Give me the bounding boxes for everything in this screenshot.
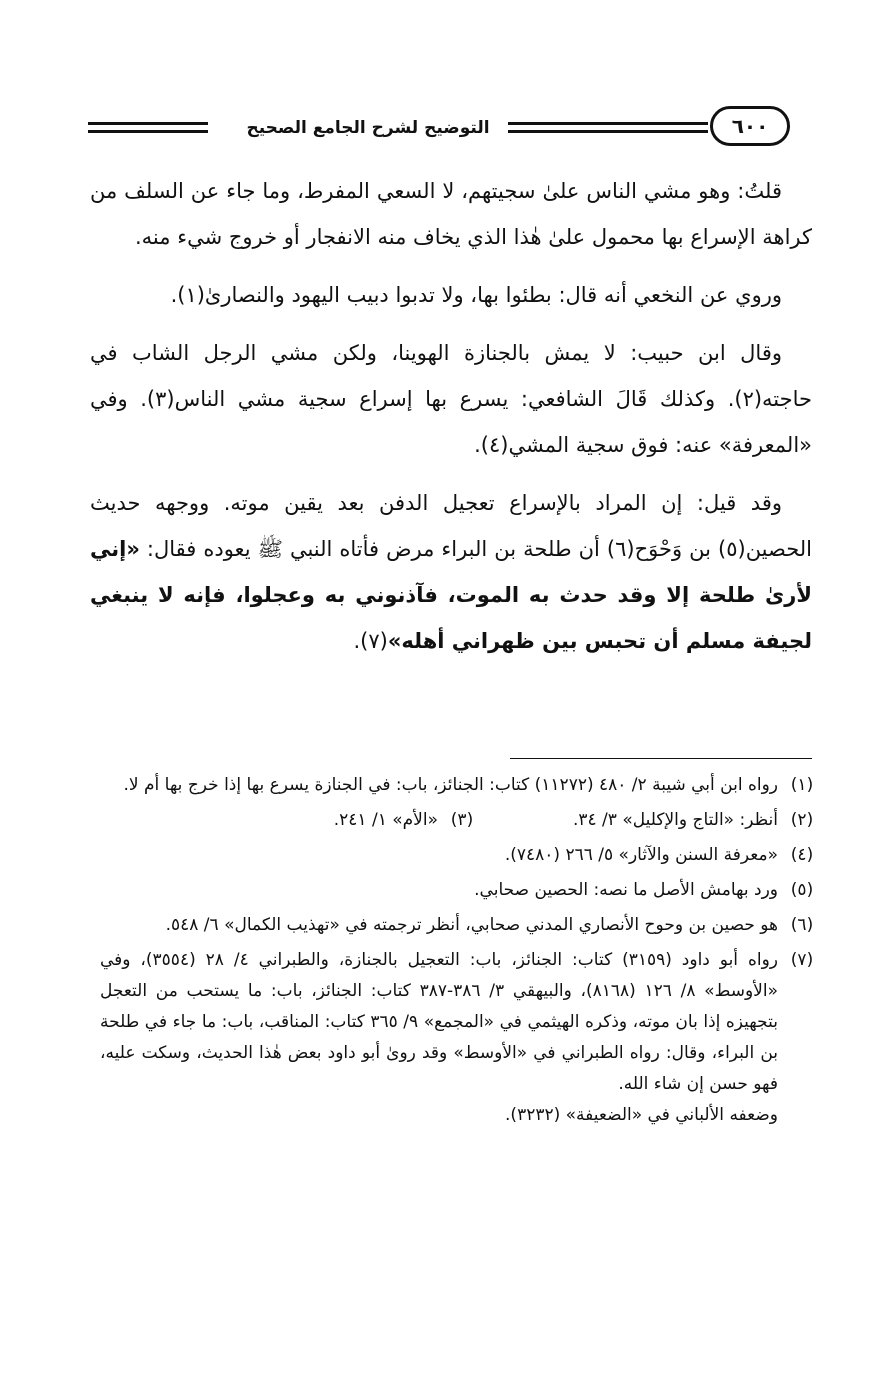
footnote-separator: [510, 758, 812, 759]
paragraph-3: وقال ابن حبيب: لا يمش بالجنازة الهوينا، ولكن مشي الرجل الشاب في حاجته(٢). وكذلك قَالَ الشافعي: يسرع بها إسراع سجية مشي الناس(٣). وفي «المعرفة» عنه: فوق سجية المشي(٤).: [90, 341, 813, 457]
footnote-number: (١): [790, 775, 814, 795]
footnote-7-tail: وضعفه الألباني في «الضعيفة» (٣٢٣٢).: [505, 1105, 778, 1125]
footnote-2-3: [100, 805, 822, 836]
running-header: [88, 104, 810, 154]
footnote-number: (٤): [790, 845, 814, 865]
paragraph-2: وروي عن النخعي أنه قال: بطئوا بها، ولا تدبوا دبيب اليهود والنصارىٰ(١).: [170, 283, 782, 307]
footnote-text: رواه أبو داود (٣١٥٩) كتاب: الجنائز، باب: التعجيل بالجنازة، والطبراني ٤/ ٢٨ (٣٥٥٤)، وفي «الأوسط» ٨/ ١٢٦ (٨١٦٨)، والبيهقي ٣/ ٣٨٦-٣٨٧ كتاب: الجنائز، باب: ما يستحب من التعجل بتجهيزه إذا بان موته، وذكره الهيثمي في «المجمع» ٩/ ٣٦٥ كتاب: المناقب، باب: ما جاء في طلحة بن البراء، وقال: رواه الطبراني في «الأوسط» وقد روىٰ أبو داود بعض هٰذا الحديث، وسكت عليه، فهو حسن إن شاء الله.: [100, 950, 778, 1094]
footnote-text: ورد بهامش الأصل ما نصه: الحصين صحابي.: [474, 880, 778, 900]
paragraph-4-intro: وقد قيل: إن المراد بالإسراع تعجيل الدفن بعد يقين موته. ووجهه حديث الحصين(٥) بن وَحْوَح(٦) أن طلحة بن البراء مرض فأتاه النبي ﷺ يعوده فقال:: [90, 491, 813, 561]
header-rule-right-2: [508, 130, 708, 133]
footnote-6: [100, 910, 822, 941]
footnote-text: «الأم» ١/ ٢٤١.: [333, 810, 438, 830]
hadith-quote: «إني لأرىٰ طلحة إلا وقد حدث به الموت، فآذنوني به وعجلوا، فإنه لا ينبغي لجيفة مسلم أن تحبس بين ظهراني أهله»: [90, 537, 812, 653]
header-rule-left-2: [88, 130, 208, 133]
footnote-number: (٦): [790, 915, 814, 935]
paragraph-1: قلتُ: وهو مشي الناس علىٰ سجيتهم، لا السعي المفرط، وما جاء عن السلف من كراهة الإسراع بها محمول علىٰ هٰذا الذي يخاف منه الانفجار أو خروج شيء منه.: [90, 179, 812, 249]
book-title: التوضيح لشرح الجامع الصحيح: [246, 118, 490, 138]
footnote-number: (٢): [790, 810, 814, 830]
page-number: ٦٠٠: [710, 106, 790, 146]
header-rule-left: [88, 122, 208, 125]
footnote-number: (٣): [450, 810, 474, 830]
footnote-text: أنظر: «التاج والإكليل» ٣/ ٣٤.: [572, 810, 778, 830]
footnote-5: [100, 875, 822, 906]
header-rule-right: [508, 122, 708, 125]
main-text: [90, 168, 812, 676]
footnote-number: (٥): [790, 880, 814, 900]
paragraph-4-end: (٧).: [353, 629, 388, 653]
footnote-text: هو حصين بن وحوح الأنصاري المدني صحابي، أنظر ترجمته في «تهذيب الكمال» ٦/ ٥٤٨.: [165, 915, 778, 935]
footnote-text: «معرفة السنن والآثار» ٥/ ٢٦٦ (٧٤٨٠).: [504, 845, 778, 865]
footnote-1: [100, 770, 822, 801]
footnote-7: [100, 945, 822, 1131]
footnote-4: [100, 840, 822, 871]
footnotes: [100, 770, 822, 1135]
footnote-number: (٧): [790, 950, 814, 970]
paragraph-4: [90, 480, 812, 664]
footnote-text: رواه ابن أبي شيبة ٢/ ٤٨٠ (١١٢٧٢) كتاب: الجنائز، باب: في الجنازة يسرع بها إذا خرج بها أم لا.: [123, 775, 778, 795]
